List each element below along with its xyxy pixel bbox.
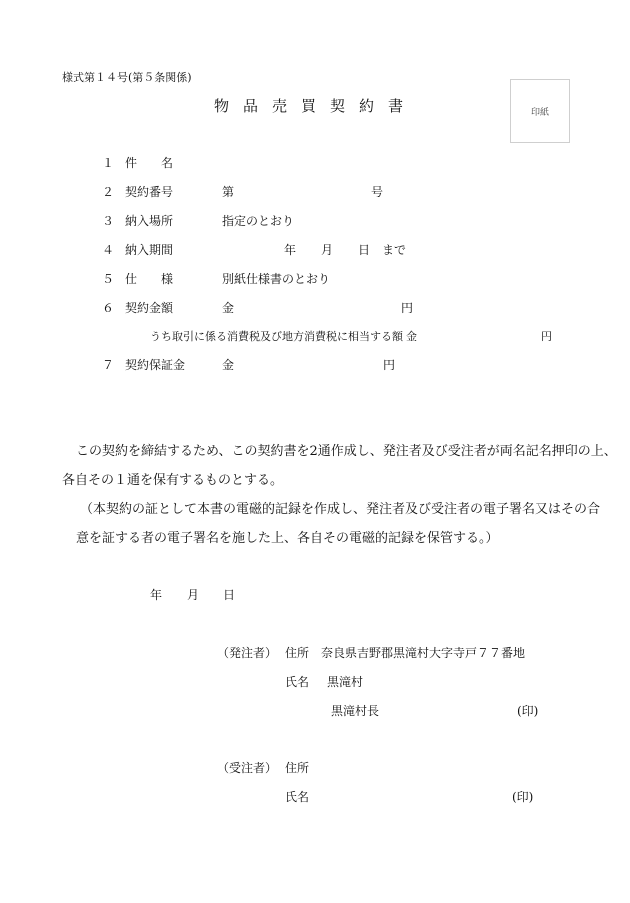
orderer-seal: (印) <box>517 704 539 718</box>
date-year: 年 <box>150 588 163 602</box>
item-number: ３ <box>102 214 115 228</box>
item-number: ７ <box>102 358 115 372</box>
date-month: 月 <box>187 588 200 602</box>
item-label-specification: 仕 様 <box>125 272 174 286</box>
contract-amount-suffix: 円 <box>401 301 414 315</box>
contractor-role: （受注者） <box>217 761 278 775</box>
guarantee-suffix: 円 <box>383 358 396 372</box>
contractor-address-label: 住所 <box>285 761 310 775</box>
item-number: ６ <box>102 301 115 315</box>
item-label-contract-number: 契約番号 <box>125 185 174 199</box>
item-number: １ <box>102 156 115 170</box>
contract-amount-prefix: 金 <box>222 301 235 315</box>
revenue-stamp-label: 印紙 <box>530 107 549 118</box>
paragraph-2-line-1: （本契約の証として本書の電磁的記録を作成し、発注者及び受注者の電子署名又はその合 <box>80 502 601 517</box>
revenue-stamp-box <box>510 79 570 143</box>
orderer-role: （発注者） <box>217 646 278 660</box>
paragraph-1-line-2: 各自その１通を保有するものとする。 <box>62 473 284 488</box>
period-day: 日 <box>358 243 371 257</box>
guarantee-prefix: 金 <box>222 358 235 372</box>
contract-number-prefix: 第 <box>222 185 235 199</box>
item-label-subject: 件 名 <box>125 156 174 170</box>
item-label-guarantee: 契約保証金 <box>125 358 186 372</box>
orderer-name-label: 氏名 <box>285 675 310 689</box>
contractor-name-label: 氏名 <box>285 790 310 804</box>
item-label-contract-amount: 契約金額 <box>125 301 174 315</box>
page-title: 物品売買契約書 <box>214 97 418 115</box>
tax-note-label: うち取引に係る消費税及び地方消費税に相当する額 <box>150 330 403 343</box>
period-year: 年 <box>284 243 297 257</box>
date-day: 日 <box>223 588 236 602</box>
orderer-address-label: 住所 <box>285 646 310 660</box>
orderer-name: 黒滝村 <box>327 675 364 689</box>
form-number: 様式第１４号(第５条関係) <box>62 71 192 84</box>
period-month: 月 <box>321 243 334 257</box>
item-number: ４ <box>102 243 115 257</box>
delivery-place-value: 指定のとおり <box>222 214 295 228</box>
item-number: ５ <box>102 272 115 286</box>
tax-note-prefix: 金 <box>406 330 417 343</box>
contract-number-suffix: 号 <box>371 185 384 199</box>
paragraph-2-line-2: 意を証する者の電子署名を施した上、各自その電磁的記録を保管する。） <box>76 531 499 546</box>
orderer-title: 黒滝村長 <box>331 704 380 718</box>
paragraph-1-line-1: この契約を締結するため、この契約書を2通作成し、発注者及び受注者が両名記名押印の上、 <box>76 444 617 459</box>
tax-note-suffix: 円 <box>541 330 552 343</box>
period-until: まで <box>382 243 407 257</box>
item-number: ２ <box>102 185 115 199</box>
specification-value: 別紙仕様書のとおり <box>222 272 331 286</box>
item-label-delivery-place: 納入場所 <box>125 214 174 228</box>
item-label-delivery-period: 納入期間 <box>125 243 174 257</box>
contractor-seal: (印) <box>512 790 534 804</box>
orderer-address: 奈良県吉野郡黒滝村大字寺戸７７番地 <box>321 646 526 660</box>
